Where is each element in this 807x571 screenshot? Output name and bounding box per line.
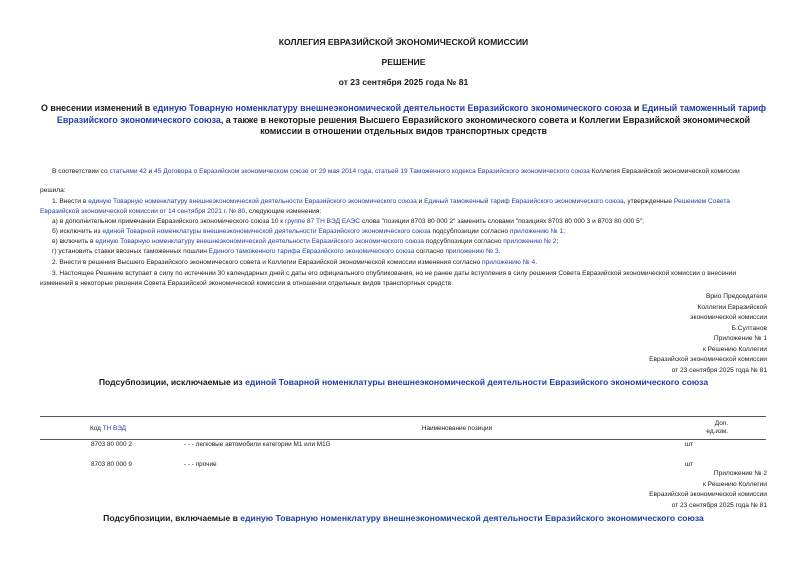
row-1-code: 8703 80 000 2 xyxy=(91,441,132,448)
item-text: , следующие изменения: xyxy=(245,207,322,215)
row-2-unit: шт xyxy=(685,461,694,468)
signature-line: Коллегии Евразийской xyxy=(697,303,767,311)
item-text: а) в дополнительном примечании Евразийского экономического союза 10 к xyxy=(52,218,285,225)
annex-line: Приложение № 2 xyxy=(713,470,767,477)
item-text: 1. Внести в xyxy=(52,198,89,205)
link-article-42[interactable]: статьями 42 xyxy=(109,168,147,175)
item-text: в) включить в xyxy=(52,238,96,245)
preamble-text: Коллегия Евразийской экономической комиссии xyxy=(589,168,740,175)
link-tn-ved[interactable]: единую Товарную номенклатуру внешнеэкономической деятельности Евразийского экономического союза xyxy=(95,238,424,245)
row-1-name: - - - легковые автомобили категории M1 или M1G xyxy=(184,441,331,448)
item-2 xyxy=(52,258,768,268)
link-article-19-customs-code[interactable]: статьей 19 Таможенного кодекса Евразийского экономического союза xyxy=(374,168,590,175)
annex-line: от 23 сентября 2025 года № 81 xyxy=(671,366,767,374)
link-council-decision-80[interactable]: Решением Совета Евразийской экономической комиссии от 14 сентября 2021 г. № 80 xyxy=(40,198,730,215)
item-3: 3. Настоящее Решение вступает в силу по истечении 30 календарных дней с даты его официального опубликования, но не ранее даты вступления в силу решения Совета Евразийской экономической комиссии о внесении изменений в некоторые решения Совета Евразийской экономической комиссии в отношении отдельных видов транспортных средств. xyxy=(40,270,737,287)
item-text: б) исключить из xyxy=(52,228,103,235)
heading-text: Подсубпозиции, включаемые в xyxy=(103,513,241,523)
annex-line: Евразийской экономической комиссии xyxy=(649,491,767,498)
table-header-row xyxy=(40,417,766,440)
subpositions-table xyxy=(40,416,766,440)
title-text: О внесении изменений в xyxy=(41,103,153,113)
row-1-unit: шт xyxy=(685,441,694,448)
decided-label: решила: xyxy=(40,187,66,194)
row-2-name: - - - прочие xyxy=(184,461,217,468)
item-text: и xyxy=(416,198,425,205)
signature-line: экономической комиссии xyxy=(690,314,767,321)
annex-line: Евразийской экономической комиссии xyxy=(649,356,767,363)
preamble-text: В соответствии со xyxy=(52,168,110,175)
page-title xyxy=(40,103,767,138)
signature-block xyxy=(690,292,767,334)
link-article-45-treaty[interactable]: 45 Договора о Евразийском экономическом союзе от 29 мая 2014 года xyxy=(154,168,372,175)
preamble xyxy=(40,167,768,177)
item-1b xyxy=(52,227,768,237)
link-annex-4[interactable]: приложению № 4 xyxy=(481,259,536,266)
title-text: , а также в некоторые решения Высшего Евразийского экономического совета и Коллегии Евразийской экономической комиссии в отношении отдельных видов транспортных средств xyxy=(220,114,751,136)
link-group-87[interactable]: группе 87 ТН ВЭД ЕАЭС xyxy=(284,218,361,225)
annex-line: Приложение № 1 xyxy=(713,335,767,342)
item-text: согласно xyxy=(414,248,446,255)
item-text: подсубпозиции согласно xyxy=(430,228,510,235)
annex-2-heading xyxy=(0,513,807,523)
link-tariff[interactable]: Единого таможенного тарифа Евразийского экономического союза xyxy=(208,248,415,255)
annex-line: к Решению Коллегии xyxy=(702,480,767,488)
link-tn-ved[interactable]: единую Товарную номенклатуру внешнеэкономической деятельности Евразийского экономического союза xyxy=(240,513,704,523)
item-text: ; xyxy=(563,228,565,235)
item-text: 2. Внести в решения Высшего Евразийского экономического совета и Коллегии Евразийской экономической комиссии изменения согласно xyxy=(52,259,482,266)
preamble-text: , xyxy=(371,168,375,175)
col-code-label: Код xyxy=(90,424,103,432)
item-text: подсубпозиции согласно xyxy=(423,238,504,245)
link-tn-ved[interactable]: единой Товарной номенклатуры внешнеэкономической деятельности Евразийского экономического союза xyxy=(102,228,431,235)
link-tn-ved[interactable]: единой Товарной номенклатуры внешнеэкономической деятельности Евразийского экономического союза xyxy=(245,377,709,387)
annex-1-heading xyxy=(0,377,807,387)
annex-line: к Решению Коллегии xyxy=(702,345,767,353)
signatory-name: Б.Султанов xyxy=(731,324,767,332)
title-text: и xyxy=(631,103,642,113)
item-text: г) установить ставки ввозных таможенных пошлин xyxy=(52,248,209,255)
item-text: . xyxy=(498,248,501,255)
row-2-code: 8703 80 000 9 xyxy=(91,461,132,468)
item-1a xyxy=(52,217,768,227)
item-text: слова "позиции 8703 80 000 2" заменить словами "позициях 8703 80 000 3 и 8703 80 000 5"; xyxy=(360,218,644,225)
item-text: , утвержденные xyxy=(623,198,674,205)
col-unit-label: ед.изм. xyxy=(706,428,728,435)
link-annex-1[interactable]: приложению № 1 xyxy=(509,228,564,235)
annex-2-header xyxy=(649,469,767,511)
annex-line: от 23 сентября 2025 года № 81 xyxy=(671,501,767,509)
title-link-tariff[interactable]: Единый таможенный тариф Евразийского экономического союза xyxy=(56,103,766,125)
item-text: ; xyxy=(556,238,559,245)
item-1c xyxy=(52,237,768,247)
item-text: . xyxy=(535,259,538,266)
link-tariff[interactable]: Единый таможенный тариф Евразийского экономического союза xyxy=(424,198,624,205)
doc-date: от 23 сентября 2025 года № 81 xyxy=(338,77,469,87)
org-name: КОЛЛЕГИЯ ЕВРАЗИЙСКОЙ ЭКОНОМИЧЕСКОЙ КОМИССИИ xyxy=(278,37,529,47)
signature-line: Врио Председателя xyxy=(705,293,767,300)
item-1 xyxy=(40,197,768,216)
link-annex-3[interactable]: приложению № 3 xyxy=(445,248,499,255)
heading-text: Подсубпозиции, исключаемые из xyxy=(98,377,246,387)
col-unit-label: Доп. xyxy=(714,420,728,427)
annex-1-header xyxy=(649,334,767,376)
col-code-header xyxy=(40,417,232,440)
link-tn-ved-code[interactable]: ТН ВЭД xyxy=(102,424,126,432)
item-1d xyxy=(52,247,768,257)
link-annex-2[interactable]: приложению № 2 xyxy=(503,238,557,245)
link-tn-ved[interactable]: единую Товарную номенклатуру внешнеэкономической деятельности Евразийского экономического союза xyxy=(88,198,417,205)
preamble-text: и xyxy=(146,168,155,175)
doc-type: РЕШЕНИЕ xyxy=(381,57,426,67)
title-link-tn-ved[interactable]: единую Товарную номенклатуру внешнеэкономической деятельности Евразийского экономического союза xyxy=(152,103,632,113)
col-unit-header xyxy=(682,417,766,440)
col-name-header: Наименование позиции xyxy=(232,417,682,440)
